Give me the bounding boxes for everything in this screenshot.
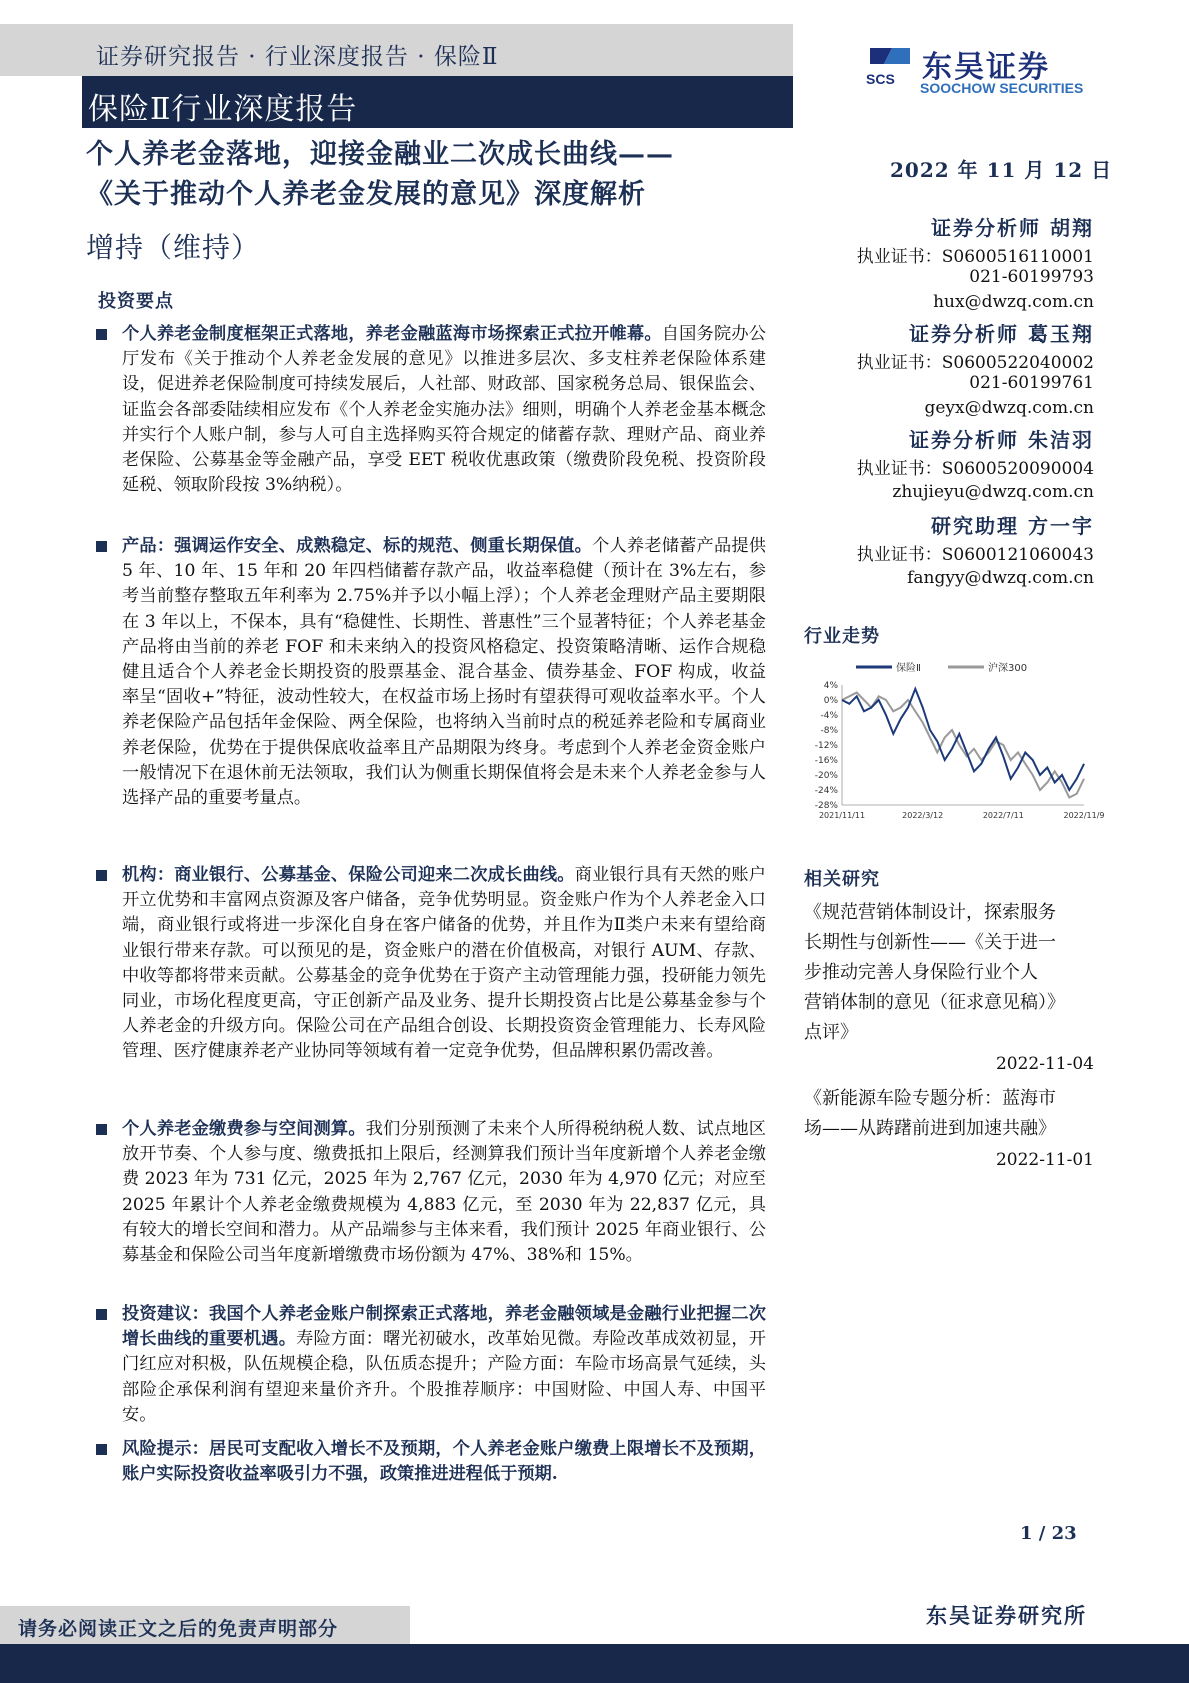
related-list: [804, 898, 1094, 1170]
analyst-phone: 021-60199793: [969, 267, 1094, 287]
y-tick-label: -8%: [820, 726, 838, 736]
related-line: 点评》: [804, 1022, 858, 1043]
logo-mark-text: SCS: [866, 71, 895, 87]
related-line: 《规范营销体制设计，探索服务: [804, 902, 1056, 923]
analyst-name: 证券分析师 朱洁羽: [909, 428, 1094, 452]
x-tick-label: 2021/11/11: [818, 811, 866, 820]
disclaimer-note: 请务必阅读正文之后的免责声明部分: [18, 1618, 339, 1640]
analyst-cert: 执业证书：S0600522040002: [856, 353, 1094, 373]
related-line: 《新能源车险专题分析：蓝海市: [804, 1088, 1056, 1109]
bullet-text: 寿险方面：曙光初破水，改革始见微。寿险改革成效初显，开门红应对积极，队伍规模企稳，队伍质态提升；产险方面：车险市场高景气延续，头部险企承保利润有望迎来量价齐升。个股推荐顺序：中国财险、中国人寿、中国平安。: [122, 1329, 766, 1425]
bullet-highlight: 风险提示：居民可支配收入增长不及预期，个人养老金账户缴费上限增长不及预期，账户实际投资收益率吸引力不强，政策推进进程低于预期.: [122, 1439, 766, 1485]
trend-chart-svg: [800, 655, 1105, 830]
analyst-email[interactable]: hux@dwzq.com.cn: [933, 292, 1094, 312]
report-date: 2022 年 11 月 12 日: [890, 158, 1113, 182]
legend-label: 保险Ⅱ: [896, 663, 921, 674]
related-line: 场——从踌躇前进到加速共融》: [804, 1118, 1056, 1139]
related-date: 2022-11-04: [995, 1054, 1094, 1074]
bullet-text: 商业银行具有天然的账户开立优势和丰富网点资源及客户储备，竞争优势明显。资金账户作为个人养老金入口端，商业银行或将进一步深化自身在客户储备的优势，并且作为Ⅱ类户未来有望给商业银行带来存款。可以预见的是，资金账户的潜在价值极高，对银行 AUM、存款、中收等都将带来贡献。公募基金的竞争优势在于资产主动管理能力强，投研能力领先同业，市场化程度更高，守正创新产品及业务、提升长期投资占比是公募基金参与个人养老金的升级方向。保险公司在产品组合创设、长期投资资金管理能力、长寿风险管理、医疗健康养老产业协同等领域有着一定竞争优势，但品牌积累仍需改善。: [122, 865, 766, 1062]
y-tick-label: -20%: [814, 771, 838, 781]
y-tick-label: -12%: [814, 741, 838, 751]
related-date: 2022-11-01: [995, 1150, 1094, 1170]
bullet-highlight: 产品：强调运作安全、成熟稳定、标的规范、侧重长期保值。: [122, 536, 593, 556]
footer-band: [0, 1644, 1189, 1683]
trend-title: 行业走势: [804, 626, 880, 647]
bullet-item: [96, 1437, 766, 1487]
related-line: 营销体制的意见（征求意见稿）》: [804, 992, 1065, 1013]
related-item[interactable]: [804, 898, 1094, 1048]
analyst-email[interactable]: geyx@dwzq.com.cn: [924, 398, 1094, 418]
bullet-highlight: 个人养老金制度框架正式落地，养老金融蓝海市场探索正式拉开帷幕。: [122, 324, 662, 344]
y-tick-label: -24%: [814, 786, 838, 796]
related-title: 相关研究: [804, 869, 880, 890]
y-tick-label: -4%: [820, 711, 838, 721]
analyst-cert: 执业证书：S0600121060043: [856, 545, 1094, 565]
bullet-text: 自国务院办公厅发布《关于推动个人养老金发展的意见》以推进多层次、多支柱养老保险体系建设，促进养老保险制度可持续发展后，人社部、财政部、国家税务总局、银保监会、证监会各部委陆续相应发布《个人养老金实施办法》细则，明确个人养老金基本概念并实行个人账户制，参与人可自主选择购买符合规定的储蓄存款、理财产品、商业养老保险、公募基金等金融产品，享受 EET 税收优惠政策（缴费阶段免税、投资阶段延税、领取阶段按 3%纳税）。: [122, 324, 766, 496]
bullet-item: [96, 863, 766, 1065]
y-tick-label: -16%: [814, 756, 838, 766]
trend-chart: [800, 655, 1105, 830]
x-tick-label: 2022/7/11: [982, 811, 1024, 820]
bullet-text: 个人养老储蓄产品提供 5 年、10 年、15 年和 20 年四档储蓄存款产品，收益率稳健（预计在 3%左右，参考当前整存整取五年利率为 2.75%并予以小幅上浮）；个人养老金理财产品主要期限在 3 年以上，不保本，具有“稳健性、长期性、普惠性”三个显著特征；个人养老基金产品将由当前的养老 FOF 和未来纳入的投资风格稳定、投资策略清晰、运作合规稳健且适合个人养老金长期投资的股票基金、混合基金、债券基金、FOF 构成，收益率呈“固收+”特征，波动性较大，在权益市场上扬时有望获得可观收益率水平。个人养老保险产品包括年金保险、两全保险，也将纳入当前时点的税延养老险和专属商业养老保险，优势在于提供保底收益率且产品期限为终身。考虑到个人养老金资金账户一般情况下在退休前无法领取，我们认为侧重长期保值将会是未来个人养老金参与人选择产品的重要考量点。: [122, 536, 766, 809]
x-tick-label: 2022/11/9: [1063, 811, 1105, 820]
related-line: 步推动完善人身保险行业个人: [804, 962, 1038, 983]
logo-name-en: SOOCHOW SECURITIES: [920, 80, 1084, 96]
bullet-highlight: 投资建议：我国个人养老金账户制探索正式落地，养老金融领域是金融行业把握二次增长曲线的重要机遇。: [122, 1304, 766, 1350]
x-tick-label: 2022/3/12: [902, 811, 944, 820]
analyst-block: [780, 212, 1094, 596]
bullet-text: 我们分别预测了未来个人所得税纳税人数、试点地区放开节奏、个人参与度、缴费抵扣上限后，经测算我们预计当年度新增个人养老金缴费 2023 年为 731 亿元，2025 年为 2,767 亿元，2030 年为 4,970 亿元；对应至 2025 年累计个人养老金缴费规模为 4,883 亿元，至 2030 年为 22,837 亿元，具有较大的增长空间和潜力。从产品端参与主体来看，我们预计 2025 年商业银行、公募基金和保险公司当年度新增缴费市场份额为 47%、38%和 15%。: [122, 1119, 766, 1266]
analyst-phone: 021-60199761: [969, 373, 1094, 393]
bullet-square-icon: [96, 870, 107, 881]
institute-name: 东吴证券研究所: [926, 1603, 1087, 1628]
report-title-line2: 《关于推动个人养老金发展的意见》深度解析: [86, 179, 646, 210]
legend-label: 沪深300: [988, 663, 1028, 674]
bullet-item: [96, 534, 766, 811]
bullet-square-icon: [96, 329, 107, 340]
bullet-item: [96, 1302, 766, 1428]
bullet-square-icon: [96, 1309, 107, 1320]
y-tick-label: 0%: [823, 696, 838, 706]
related-line: 长期性与创新性——《关于进一: [804, 932, 1056, 953]
analyst-cert: 执业证书：S0600520090004: [856, 459, 1094, 479]
rating: 增持（维持）: [86, 231, 261, 264]
analyst-name: 研究助理 方一宇: [931, 514, 1094, 538]
breadcrumb: 证券研究报告 · 行业深度报告 · 保险Ⅱ: [96, 44, 499, 70]
y-tick-label: -28%: [814, 801, 838, 811]
bullet-square-icon: [96, 1124, 107, 1135]
logo-name-cn: 东吴证券: [922, 50, 1050, 85]
analyst-name: 证券分析师 胡翔: [931, 216, 1094, 240]
bullet-highlight: 机构：商业银行、公募基金、保险公司迎来二次成长曲线。: [122, 865, 575, 885]
report-type: 保险Ⅱ行业深度报告: [88, 92, 358, 127]
analyst-email[interactable]: fangyy@dwzq.com.cn: [907, 568, 1094, 588]
bullet-square-icon: [96, 1444, 107, 1455]
bullet-square-icon: [96, 541, 107, 552]
bullet-item: [96, 1117, 766, 1268]
bullet-highlight: 个人养老金缴费参与空间测算。: [122, 1119, 366, 1139]
analyst-name: 证券分析师 葛玉翔: [909, 322, 1094, 346]
bullet-item: [96, 322, 766, 498]
summary-title: 投资要点: [98, 291, 174, 312]
report-title-line1: 个人养老金落地，迎接金融业二次成长曲线——: [86, 139, 674, 170]
y-tick-label: 4%: [823, 681, 838, 691]
related-item[interactable]: [804, 1084, 1094, 1144]
analyst-cert: 执业证书：S0600516110001: [856, 247, 1094, 267]
analyst-email[interactable]: zhujieyu@dwzq.com.cn: [892, 482, 1094, 502]
page-number: 1 / 23: [1020, 1523, 1077, 1544]
series-line: [842, 689, 1084, 790]
